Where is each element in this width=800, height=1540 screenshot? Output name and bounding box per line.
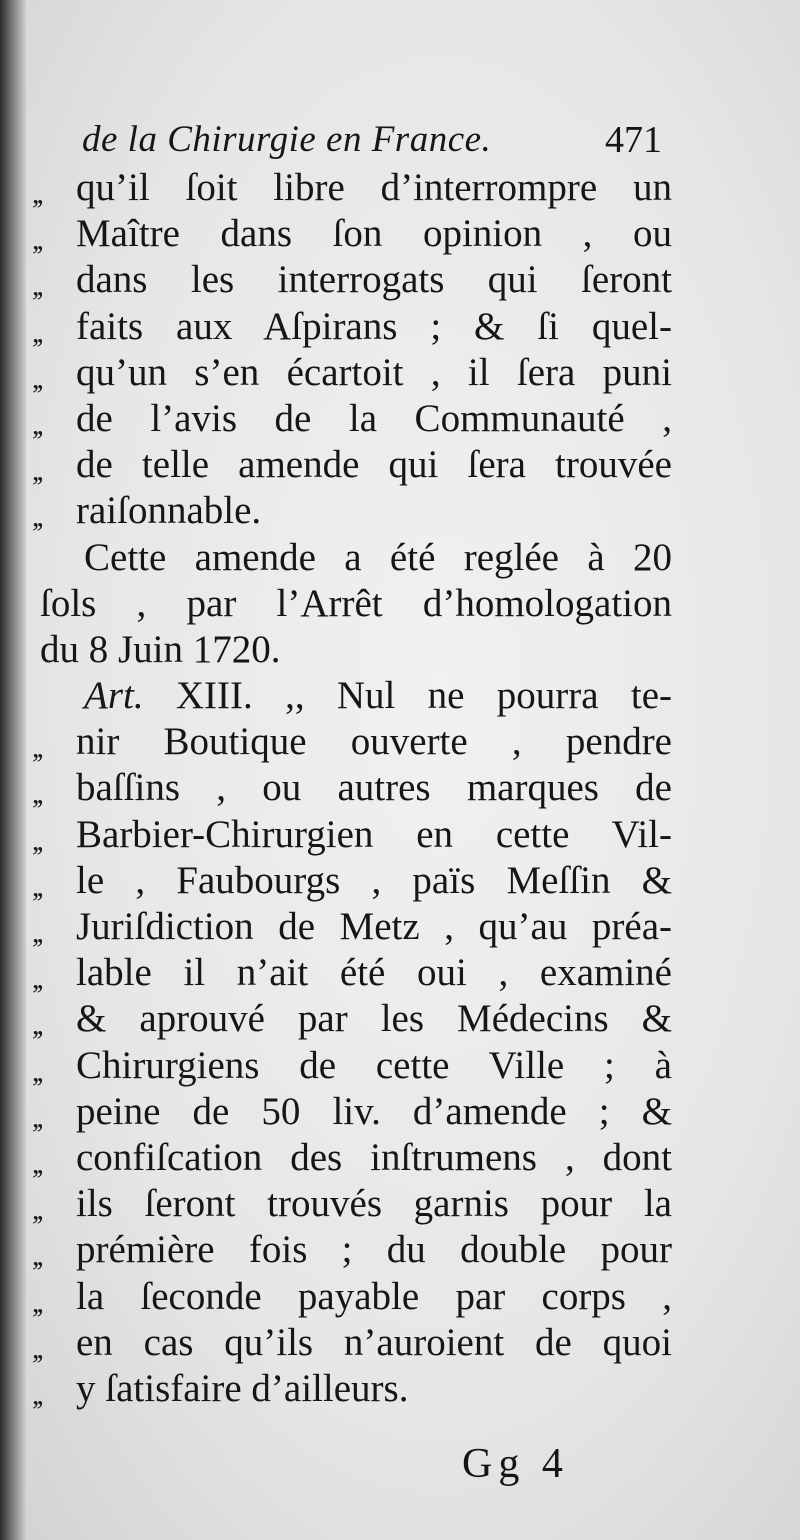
line-text: dans les interrogats qui ſeront [76,258,672,302]
text-line [32,488,672,534]
line-text: nir Boutique ouverte , pendre [76,720,672,764]
quotation-mark: ,, [32,1100,41,1134]
text-line [32,1320,672,1366]
article-xiii-text [32,719,672,1412]
line-text: de telle amende qui ſera trouvée [76,443,672,487]
text-line [32,1366,672,1412]
line-text: du 8 Juin 1720. [40,627,281,671]
line-text: Juriſdiction de Metz , qu’au préa- [76,905,672,948]
quotation-mark: ,, [32,1285,41,1319]
quotation-mark: ,, [32,454,41,488]
running-title: de la Chirurgie en France. [82,119,492,160]
signature-mark: Gg 4 [462,1441,569,1487]
text-line [32,904,672,950]
quotation-mark: ,, [32,1193,41,1227]
text-line [32,1135,672,1181]
line-text: qu’un s’en écartoit , il ſera puni [76,350,672,394]
line-text: ils ſeront trouvés garnis pour la [76,1182,672,1226]
text-line [32,396,672,442]
binding-gutter [0,0,26,1540]
text-line [32,1043,672,1089]
line-text: y ſatisfaire d’ailleurs. [76,1366,409,1410]
quotation-mark: ,, [32,361,41,395]
quotation-mark: ,, [32,269,41,303]
article-label: Art. [84,674,144,718]
quotation-mark: ,, [32,869,41,903]
text-line [32,581,672,627]
quotation-mark: ,, [32,962,41,996]
text-line [32,812,672,858]
line-text: raiſonnable. [76,489,262,533]
text-line [32,535,672,581]
quotation-mark: ,, [32,407,41,441]
text-line [32,442,672,488]
text-line [32,1274,672,1320]
text-line [32,1089,672,1135]
line-text: baſſins , ou autres marques de [76,766,672,810]
quotation-mark: ,, [32,731,41,765]
text-line [32,211,672,257]
article-number: XIII. [175,674,253,718]
quotation-mark: ,, [32,1146,41,1180]
text-line [32,304,672,350]
article-heading-line [32,673,672,719]
text-line [32,627,672,673]
line-text: & aprouvé par les Médecins & [76,997,672,1041]
line-text: de l’avis de la Communauté , [76,396,672,440]
quotation-mark: ,, [32,823,41,857]
quotation-mark: ,, [32,1008,41,1042]
text-line [32,1227,672,1273]
body-text [32,165,672,1412]
text-line [32,1181,672,1227]
quotation-mark: ,, [32,315,41,349]
quotation-mark: ,, [32,1239,41,1273]
line-text: la ſeconde payable par corps , [76,1274,672,1318]
text-line [32,165,672,211]
line-text: le , Faubourgs , païs Meſſin & [76,858,672,902]
text-line [32,719,672,765]
line-text: faits aux Aſpirans ; & ſi quel- [76,304,672,348]
quotation-mark: ,, [32,916,41,949]
text-line [32,996,672,1042]
line-text: confiſcation des inſtrumens , dont [76,1135,672,1179]
line-text: Chirurgiens de cette Ville ; à [76,1043,672,1087]
line-text: Cette amende a été reglée à 20 [84,535,672,579]
text-line [32,257,672,303]
line-text: Maître dans ſon opinion , ou [76,212,672,256]
line-text: ſols , par l’Arrêt d’homologation [40,581,672,625]
text-line [32,350,672,396]
text-line [32,765,672,811]
text-line [32,950,672,996]
quotation-mark: ,, [32,777,41,811]
page-header [82,118,662,168]
text-line [32,858,672,904]
quotation-mark: ,, [32,500,41,534]
line-text: en cas qu’ils n’auroient de quoi [76,1320,672,1364]
line-text: lable il n’ait été oui , examiné [76,951,672,995]
quotation-mark: ,, [32,223,41,257]
quotation-mark: ,, [32,1054,41,1088]
quotation-mark: ,, [32,177,41,210]
quotation-mark: ,, [32,1331,41,1365]
line-text: qu’il ſoit libre d’interrompre un [76,166,672,209]
quotation-mark: ,, [32,1377,41,1411]
article-xii-continuation [32,165,672,673]
line-text: prémière fois ; du double pour [76,1228,672,1272]
line-text: peine de 50 liv. d’amende ; & [76,1089,672,1133]
line-text: Barbier-Chirurgien en cette Vil- [76,812,672,856]
page-number: 471 [605,119,662,161]
article-opening: ,, Nul ne pourra te- [285,674,672,718]
